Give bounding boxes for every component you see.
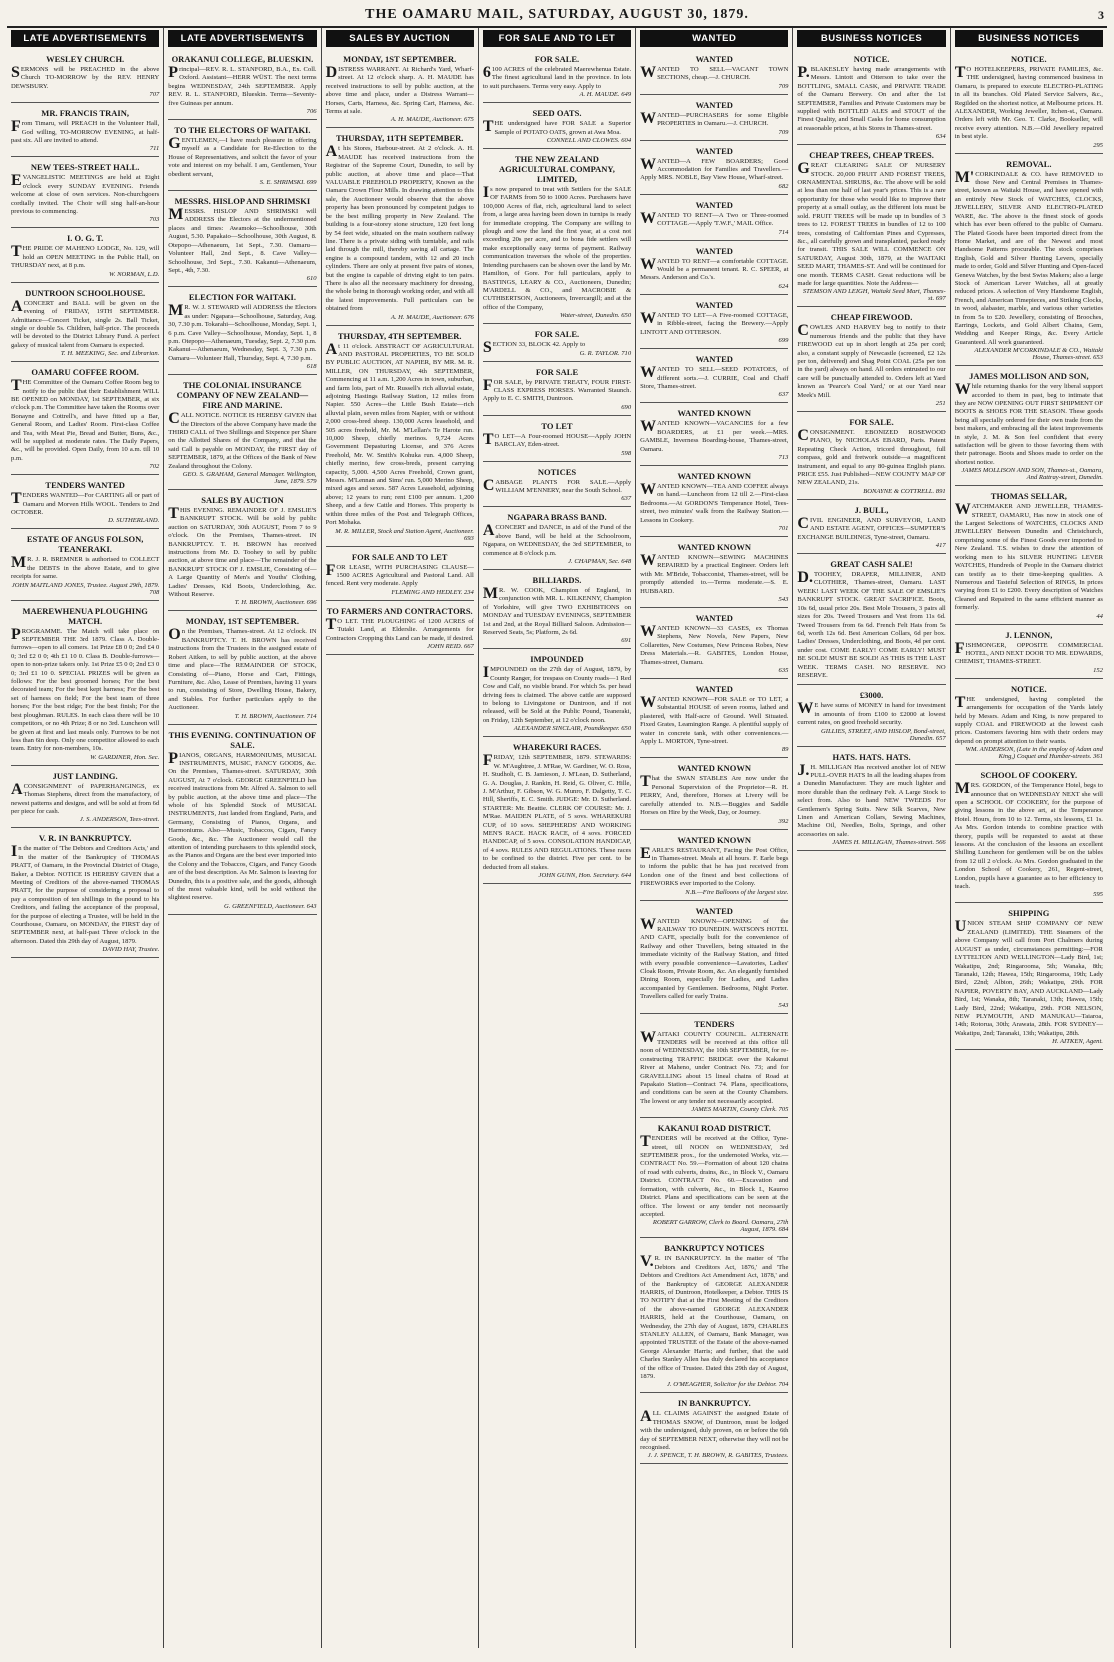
ad-body: 6100 ACRES of the celebrated Maerewhenua Estate. The finest agricultural land in the province. In lots to suit purchasers. Terms very easy. Apply to <box>482 64 632 90</box>
ad-body: THE PRIDE OF MAHENO LODGE, No. 129, will hold an OPEN MEETING in the Public Hall, on THURSDAY next, at 8 p.m. <box>11 243 160 270</box>
ad-body: WANTED KNOWN—FOR SALE or TO LET, a Substantial HOUSE of seven rooms, lathed and plastered, with Half-acre of Ground. Well Situated. Fixed Grates, Leamington Range. A plentiful supply of water in concrete tank, with other conveniences.—Apply L. MORTON, Tyne-street. <box>640 694 789 746</box>
ad-body: SECTION 33, BLOCK 42. Apply to <box>482 339 586 357</box>
ad-body: ALL CLAIMS AGAINST the assigned Estate of THOMAS SNOW, of Duntroon, must be lodged with the undersigned, duly proven, on or before the 6th day of SEPTEMBER NEXT, otherwise they will not be recognised. <box>640 1408 789 1452</box>
advertisement <box>483 509 631 570</box>
ad-signature: N.B.—Fire Balloons of the largest size. <box>685 888 789 896</box>
advertisement <box>640 760 788 829</box>
page-number: 3 <box>1098 8 1105 22</box>
ad-signature: H. AITKEN, Agent. <box>1052 1038 1103 1046</box>
ad-signature: 295 <box>1093 141 1103 149</box>
ad-heading: FOR SALE AND TO LET <box>351 551 448 562</box>
column-heading: BUSINESS NOTICES <box>797 30 945 47</box>
ad-body: CIVIL ENGINEER, AND SURVEYOR, LAND AND ESTATE AGENT, OFFICES—SUMPTER'S EXCHANGE BUILDINGS, Tyne-street, Oamaru. <box>797 514 946 541</box>
ad-heading: SALES BY AUCTION <box>201 495 284 505</box>
column-heading: FOR SALE AND TO LET <box>483 30 631 47</box>
ad-signature: 703 <box>149 216 160 224</box>
ad-body: MR. W. COOK, Champion of England, in conjunction with MR. L. KILKENNY, Champion of Yorkshire, will give TWO EXHIBITIONS on MONDAY and TUESDAY EVENINGS, SEPTEMBER 1st and 2nd, at the Royal Billiard Saloon. Admission—Reserved Seats, 5s; Platform, 2s 6d. <box>482 585 632 637</box>
advertisement <box>168 727 316 915</box>
advertisement <box>483 105 631 149</box>
ad-heading: FOR SALE. <box>534 329 580 340</box>
ad-body: Principal—REV. R. L. STANFORD, B.A., Ex. Coll. Oxford. Assistant—HERR WÜST. The next terms begins WEDNESDAY, 24th SEPTEMBER. Apply REV. R. L. STANFORD, Blueskin. Terms—Seventy-five Guineas per annum. <box>168 64 317 107</box>
ad-body: FISHMONGER, OPPOSITE COMMERCIAL HOTEL, AND NEXT DOOR TO MR. EDWARDS, CHEMIST, THAMES-STREET. <box>954 639 1103 666</box>
advertisement <box>11 105 159 157</box>
ad-signature: 691 <box>621 637 632 645</box>
ad-signature: JAMES MOLLISON AND SON, Thames-st., Oamaru, And Rattray-street, Dunedin. <box>961 467 1103 482</box>
ad-body: THE undersigned, having completed the arrangements for occupation of the Yards lately held by Messrs. Adam and King, is now prepared to supply COAL and FIREWOOD at the lowest cash prices. Customers favoring him with their orders may depend on prompt attention to their wants. <box>954 693 1103 745</box>
ad-heading: TO FARMERS AND CONTRACTORS. <box>326 605 473 616</box>
ad-signature: 44 <box>1096 612 1103 620</box>
ad-signature: T. H. BROWN, Auctioneer. 696 <box>234 599 317 607</box>
ad-signature: WM. ANDERSON, (Late in the employ of Adam and King,) Coquet and Humber-streets. 361 <box>965 746 1103 761</box>
advertisement <box>640 1240 788 1393</box>
ad-heading: THOMAS SELLAR, <box>990 491 1067 502</box>
ad-body: WANTED TO RENT—a comfortable COTTAGE. Would be a permanent tenant. R. C. SPEER, at Messrs. Anderson and Co.'s. <box>640 255 789 282</box>
advertisement <box>955 627 1103 679</box>
advertisement <box>168 51 316 120</box>
ad-signature: 709 <box>778 128 789 136</box>
ad-body: EVANGELISTIC MEETINGS are held at Eight o'clock every SUNDAY EVENING. Friends welcome at close of own services. Non-churchgoers cordially invited. The Choir will sing half-an-hour previous to commencing. <box>11 172 160 216</box>
advertisement <box>797 687 945 746</box>
advertisement <box>11 51 159 103</box>
advertisement <box>11 159 159 228</box>
ad-body: WATCHMAKER AND JEWELLER, THAMES-STREET, OAMARU, Has now in stock one of the Largest Selections of WATCHES, CLOCKS AND JEWELLERY Between Dunedin and Christchurch, comprising some of the Finest Goods ever imported to New Zealand. T.S. wishes to draw the attention of working men to his SILVER HUNTING LEVER WATCHES, Hundreds of People in the Oamaru district can testify as to their time-keeping qualities. A Numerous and Tasteful Selection of RINGS, In prices varying from £1 to £200. Every description of Watches Cleaned and Repaired in the same efficient manner as formerly. <box>954 501 1103 612</box>
ad-body: WANTED KNOWN—VACANCIES for a few BOARDERS, at £1 per week.—MRS. GAMBLE, Inverness Boarding-house, Thames-street, Oamaru. <box>640 418 789 453</box>
ad-heading: NEW TEES-STREET HALL. <box>30 162 140 173</box>
advertisement <box>640 539 788 608</box>
ad-body: THE undersigned have FOR SALE a Superior Sample of POTATO OATS, grown at Awa Moa. <box>482 118 632 136</box>
ad-heading: WANTED <box>695 99 733 110</box>
advertisement <box>955 368 1103 486</box>
ad-body: TENDERS WANTED—For CARTING all or part of Oamaru and Morven Hills WOOL. Tenders to 2nd OCTOBER. <box>11 490 160 516</box>
ad-heading: WANTED KNOWN <box>677 541 751 552</box>
ad-body: COWLES AND HARVEY beg to notify to their numerous friends and the public that they have FIREWOOD cut up in short length at 25s per cord; also, a constant supply of Newcastle (screened, £2 12s per ton, delivered) and Shag Point COAL (25s per ton in the yard) always on hand. All orders entrusted to our care will be punctually attended to. Orders left at Yard known as 'Pearce's Coal Yard,' or at our Yard near Meek's Mill. <box>797 322 946 399</box>
ad-heading: THURSDAY, 4TH SEPTEMBER. <box>337 330 462 341</box>
ad-heading: WANTED <box>695 354 733 365</box>
advertisement <box>640 297 788 349</box>
ad-signature: 89 <box>781 746 789 754</box>
advertisement <box>797 414 945 500</box>
ad-heading: WANTED <box>695 145 733 156</box>
advertisement <box>168 492 316 611</box>
ad-body: V.R. IN BANKRUPTCY. In the matter of 'The Debtors and Creditors Act, 1876,' and 'The Debtors and Creditors Act Amendment Act, 1878,' and of the Bankruptcy of GEORGE ALEXANDER HARRIS, of Duntroon, Hotelkeeper, a Debtor. THIS IS TO NOTIFY that at the First Meeting of the Creditors of the above-named GEORGE ALEXANDER HARRIS, held at the Courthouse, Oamaru, on Wednesday, the 27th day of August, 1879, CHARLES STANLEY ALLEN, of Oamaru, Bank Manager, was appointed TRUSTEE of the Estate of the above-named George Alexander Harris; and further, that the said Charles Stanley Allen has duly declared his acceptance of the office of Trustee. Dated this 29th day of August, 1879. <box>640 1253 789 1380</box>
ad-heading: JAMES MOLLISON AND SON, <box>969 371 1089 382</box>
column-heading: LATE ADVERTISEMENTS <box>11 30 159 47</box>
ad-heading: ELECTION FOR WAITAKI. <box>188 292 296 303</box>
ad-body: FOR SALE, by PRIVATE TREATY, FOUR FIRST-CLASS EXPRESS HORSES. Warranted Staunch. Apply to E. C. SMITH, Duntroon. <box>482 376 632 403</box>
ad-heading: ESTATE OF ANGUS FOLSON, TEANERAKI. <box>26 534 144 555</box>
ad-heading: THE COLONIAL INSURANCE COMPANY OF NEW ZEALAND—FIRE AND MARINE. <box>176 380 309 411</box>
advertisement <box>640 351 788 403</box>
advertisement <box>483 572 631 649</box>
ad-signature: 598 <box>621 449 632 457</box>
column-2 <box>164 28 321 1648</box>
advertisement <box>483 739 631 884</box>
ad-heading: THE NEW ZEALAND AGRICULTURAL COMPANY, LIMITED, <box>499 154 615 185</box>
ad-body: MR. W. J. STEWARD will ADDRESS the Electors as under: Ngapara—Schoolhouse, Saturday, Aug. 30, 7.30 p.m. Tokarahi—Schoolhouse, Monday, Sept. 1, 6 p.m. Cave Valley—Schoolhouse, Monday, Sept. 1, 8 p.m. Otepopo—Athenaeum, Tuesday, Sept. 2, 7.30 p.m. Kakanui—Athenaeum, Wednesday, Sept. 3, 7.30 p.m. Oamaru—Volunteer Hall, Thursday, Sept. 4, 7.30 p.m. <box>168 302 317 362</box>
advertisement <box>11 230 159 282</box>
ad-signature: J. J. SPENCE, T. H. BROWN, R. GABITES, Trustees. <box>647 1452 789 1460</box>
ad-signature: JAMES MARTIN, County Clerk. 705 <box>691 1106 789 1114</box>
ad-signature: 610 <box>306 275 317 283</box>
ad-body: CONSIGNMENT. EBONIZED ROSEWOOD PIANO, by NICHOLAS EBARD, Paris. Patent Repeating Check Action, tricord throughout, full compass, gold and fretwork outside—a magnificent instrument, and equal to any 80-guinea English piano. PRICE £55. Just Published—NEW COUNTY MAP OF NEW ZEALAND, 21s. <box>797 427 946 487</box>
ad-body: MRS. GORDON, of the Temperance Hotel, begs to announce that on WEDNESDAY NEXT she will open a SCHOOL OF COOKERY, for the purpose of giving lessons in the above art, at the Temperance Hotel. Hours, from 10 to 12. Terms, six lessons, £1 1s. As Mrs. Gordon intends to combine practice with theory, pupils will be requested to assist at these lessons. At the conclusion of the lessons an excellent Shilling Luncheon for gentlemen will be on the tables from 12 till 2 o'clock. As Mrs. Gordon graduated in the London School of Cookery, 261, Regent-street, London, pupils have a guarantee as to her efficiency to teach. <box>954 780 1103 891</box>
ad-heading: KAKANUI ROAD DISTRICT. <box>657 1123 771 1134</box>
ad-signature: JOHN REID. 667 <box>427 642 474 650</box>
advertisement <box>11 285 159 362</box>
advertisement <box>640 832 788 901</box>
advertisement <box>797 502 945 554</box>
ad-heading: MR. FRANCIS TRAIN, <box>41 108 129 119</box>
ad-heading: NOTICE. <box>1010 683 1047 694</box>
ad-signature: 706 <box>306 108 317 116</box>
ad-body: UNION STEAM SHIP COMPANY OF NEW ZEALAND (LIMITED). THE Steamers of the above Company will call from Port Chalmers during AUGUST as under, circumstances permitting:—FOR LYTTELTON AND WELLINGTON—Lady Bird, 1st; Wakatipu, 2nd; Ringarooma, 5th; Wanaka, 8th; Taranaki, 12th; Hawea, 15th; Ringarooma, 19th; Lady Bird, 22nd; Albion, 26th; Wakatipu, 29th. FOR NAPIER, POVERTY BAY, AND AUCKLAND—Lady Bird, 1st; Wanaka, 8th; Taranaki, 13th; Hawea, 15th; Lady Bird, 22nd; Wakatipu, 29th. FOR NELSON, NEW PLYMOUTH, AND MANUKAU—Taiaroa, 14th; Rotorua, 30th; Arawata, 28th. FOR SYDNEY—Wakatipu, 2nd; Taranaki, 13th; Wakatipu, 28th. <box>954 918 1103 1037</box>
ad-heading: THURSDAY, 11TH SEPTEMBER. <box>336 133 464 144</box>
ad-body: THE Committee of the Oamaru Coffee Room beg to notify to the public that their Establishment WILL BE OPENED on MONDAY, 1st SEPTEMBER, at six o'clock p.m. The Committee have taken the Rooms over Bonayne and Cottrell's, and have fitted up a Bar, General Room, and Ladies' Room. First-class Coffee and Tea, with Meat Pie, Bread and Butter, Buns, &c., will be supplied at moderate rates. The Daily Papers, &c., will be provided. Open Daily, from 10 a.m. till 10 p.m. <box>11 377 160 462</box>
ad-heading: TO LET <box>541 420 573 431</box>
advertisement <box>11 531 159 600</box>
ad-signature: D. SUTHERLAND. <box>108 517 160 525</box>
ad-heading: SEED OATS. <box>532 108 582 119</box>
ad-signature: 701 <box>778 524 789 532</box>
ad-signature: 699 <box>778 337 789 345</box>
ad-heading: WANTED <box>695 905 733 916</box>
ad-heading: CHEAP FIREWOOD. <box>830 312 913 323</box>
ad-body: PROGRAMME. The Match will take place on SEPTEMBER THE 3rd 1879. Class A. Double-furrows—open to all comers. 1st Prize £8 0 0; 2nd £4 0 0; 3rd £2 0 0; 4th £1 10 0. Class B. Double-furrows—open to non-prize takers only. 1st Prize £5 0 0; 2nd £3 0 0; 3rd £1 10 0. SPECIAL PRIZES will be given as follows: For the best groomed horses; For the best decorated team; For the best kept harness; For the best set of harness on field; For the best team of three horses; For the best ridge; For the best finish; For the best ploughman. RULES. In each class there will be 10 competitors, or no 4th Prize; 8 or no 3rd. Luncheon will be given at first and last meals only. Furrows to be not less than 6in deep. Only one competitor allowed to each team. Entry for non-members, 10s. <box>11 625 160 753</box>
ad-body: WAITAKI COUNTY COUNCIL. ALTERNATE TENDERS will be received at this office till noon of WEDNESDAY, the 10th SEPTEMBER, for re-constructing TRAFFIC BRIDGE over the Kakanui River at Maheno, under Contract No. 73; and for GRAVELLING about 15 lineal chains of Road at Papakaio Station—Contract 74. Plans, specifications, and conditions can be seen at the County Chambers. The lowest or any tender not necessarily accepted. <box>640 1028 789 1105</box>
advertisement <box>640 468 788 537</box>
ad-body: PIANOS, ORGANS, HARMONIUMS, MUSICAL INSTRUMENTS, MUSIC, FANCY GOODS, &c. On the Premises, Thames-street. SATURDAY, 30th AUGUST, At 7 o'clock. GEORGE GREENFIELD has received instructions from Mr. Alfred A. Salmon to sell by public auction, at the above time and place—The whole of his Splendid Stock of MUSICAL INSTRUMENTS, Just landed from England, Paris, and Germany, Consisting of Pianos, Organs, and Harmoniums. Also—Music, Tobaccos, Cigars, Fancy Goods, &c., &c. The Auctioneer would call the attention of intending purchasers to this splendid stock, as the Pianos and Organs are the best ever imported into the Colony and the Tobaccos, Cigars, and Fancy Goods are of the best description. As Mr. Salmon is leaving for Dunedin, this is a positive sale, and the goods, although of the most valuable kind, will be sold without the slightest reserve. <box>168 749 317 902</box>
ad-signature: 711 <box>149 145 160 153</box>
column-heading: BUSINESS NOTICES <box>955 30 1103 47</box>
advertisement <box>168 122 316 191</box>
ad-heading: NOTICE. <box>853 54 890 64</box>
ad-body: GREAT CLEARING SALE OF NURSERY STOCK. 20,000 FRUIT AND FOREST TREES, ORNAMENTAL SHRUBS, &c. The above will be sold at less than one half of last year's prices. This is a rare opportunity for those who would like to improve their property at a small outlay, as the different lots must be sold. FRUIT TREES will be made up in bundles of 3 trees to 12. FOREST TREES in bundles of 12 to 100 trees, consisting of Californian Pines and Cypresses, &c., all carefully grown and transplanted, packed ready for transit. THIS SALE WILL COMMENCE ON SATURDAY, August 30th, 1879, at the WAITAKI SEED MART, THAMES-ST. And will be continued for one month. TERMS CASH. Great reductions will be made for large quantities. Note the Address— <box>797 160 946 287</box>
advertisement <box>797 147 945 307</box>
advertisement <box>326 549 474 601</box>
ad-body: GENTLEMEN,—I have much pleasure in offering myself as a Candidate for Re-Election to the House of Representatives, and solicit the favor of your vote and interest on my behalf. I am, Gentlemen, Your obedient servant, <box>168 135 317 178</box>
advertisement <box>640 1120 788 1238</box>
ad-heading: REMOVAL. <box>1006 158 1052 169</box>
advertisement <box>955 488 1103 624</box>
advertisement <box>483 418 631 462</box>
advertisement <box>955 681 1103 765</box>
ad-body: THIS EVENING. REMAINDER OF J. EMSLIE'S BANKRUPT STOCK. Will be sold by public auction on SATURDAY, 30th AUGUST, From 7 to 9 o'clock. On the Premises, Thames-street. IN BANKRUPTCY. T. H. BROWN has received instructions from Mr. D. Toohey to sell by public auction, at above time and place—The remainder of the BANKRUPT STOCK OF J. EMSLIE, Consisting of—A Large Quantity of Men's and Youths' Clothing, Ladies' Dresses, Kid Boots, Underclothing, &c. Without Reserve. <box>168 505 317 599</box>
ad-heading: HATS. HATS. HATS. <box>832 751 911 762</box>
ad-body: TENDERS will be received at the Office, Tyne-street, till NOON on WEDNESDAY, 3rd SEPTEMBER prox., for the undernoted Works, viz.—CONTRACT No. 59.—Formation of about 120 chains of road with culverts, drains, &c., in Block V., Oamaru District. CONTRACT No. 60.—Excavation and formation, with culverts, &c., in Block I., Kauroo District. Plans and specifications can be seen at the office. The lowest or any tender not necessarily accepted. <box>640 1133 789 1218</box>
ad-body: WANTED KNOWN—OPENING of the RAILWAY TO DUNEDIN. WATSON'S HOTEL AND CAFE, specially built for the convenience of Railway and other Travellers, being situated in the immediate vicinity of the Railway Station, and fitted with every possible convenience—Lavatories, Ladies' Cloak Room, Private Room, &c. An elegantly furnished Dining Room, especially for Ladies, and Ladies accompanied by Gentlemen. Bedrooms, Night Porter. Travellers called for early Trains. <box>640 915 789 1001</box>
ad-heading: WANTED KNOWN <box>677 834 751 845</box>
advertisement <box>483 651 631 737</box>
ad-body: WANTED KNOWN—TEA AND COFFEE always on hand.—Luncheon from 12 till 2.—First-class Bedrooms.—At GORDON'S Temperance Hotel, Tees-street, two minutes' walk from the Railway Station.—Lessons in Cookery. <box>640 480 789 524</box>
ad-heading: IMPOUNDED <box>530 654 584 665</box>
ad-signature: JAMES H. MILLIGAN, Thames-street. 566 <box>832 839 946 847</box>
ad-signature: 634 <box>935 133 946 141</box>
ad-signature: GILLIES, STREET, AND HISLOP, Bond-street, Dunedin. 657 <box>821 727 946 742</box>
ad-signature: DAVID HAY, Trustee. <box>102 946 160 954</box>
ad-heading: GREAT CASH SALE! <box>830 559 913 570</box>
ad-body: At 11 o'clock. ABSTRACT OF AGRICULTURAL AND PASTORAL PROPERTIES, TO BE SOLD BY PUBLIC AUCTION, AT NAPIER, BY MR. M. R. MILLER, ON THURSDAY, 4th SEPTEMBER, Commencing at 11 a.m. 1,200 Acres in town, suburban, and farm lots, part of Mr. Russell's rich alluvial estate, adjoining Hastings Railway Station, 12 miles from Napier. 550 Acres—the Little Bush Estate—rich alluvial plain, seven miles from Napier, with or without 2,000 cross-bred sheep. 130,000 Acres leasehold, and 505 acres freehold, Mr. M. M'Lellan's Te Harote run. 10,000 Sheep, chiefly merinos. 9,724 Acres Government Depasturing License, and 376 Acres Freehold, Mr. W. Smith's Kohuka run. 4,000 Sheep, chiefly merino, few cross-breds, present carrying capacity, 5,000. 4,500 Acres Freehold, Crown grant, Messrs. M'Lennan and Sims' run. 5,000 Merino Sheep, mixed ages and sexes. 587 Acres Leasehold, adjoining above; 12 years to run; rent £100 per annum. 1,200 Sheep, and a few Cattle and Horses. This property is within three miles of the Post and Telegraph Offices, Port Mohaka. <box>325 340 474 527</box>
ad-signature: 417 <box>935 542 946 550</box>
ad-body: SERMONS will be PREACHED in the above Church TO-MORROW by the REV. HENRY DEWSBURY. <box>11 64 160 90</box>
masthead-title: THE OAMARU MAIL, SATURDAY, AUGUST 30, 1879. <box>365 7 749 22</box>
ad-body: ACONCERT and DANCE, in aid of the Fund of the above Band, will be held at the Schoolroom, Ngapara, on WEDNESDAY, the 3rd SEPTEMBER, to commence at 8 o'clock p.m. <box>482 522 632 557</box>
ad-signature: T. H. MEEKING, Sec. and Librarian. <box>60 350 160 358</box>
ad-body: CALL NOTICE. NOTICE IS HEREBY GIVEN that the Directors of the above Company have made the THIRD CALL of Two Shillings and Sixpence per Share on the Allotted Shares of the Company, and that the said Call is payable on MONDAY, the FIRST day of SEPTEMBER, 1879, at the Offices of the Bank of New Zealand throughout the Colony. <box>168 410 317 470</box>
ad-signature: W. GARDINER, Hon. Sec. <box>90 753 160 761</box>
advertisement <box>11 364 159 475</box>
ad-heading: WANTED <box>695 199 733 210</box>
ad-body: Is now prepared to treat with Settlers for the SALE OF FARMS from 50 to 1000 Acres. Purchasers have 100,000 Acres of flat, rich, agricultural land to select from, a large area having been down in turnips is ready for immediate cropping. The Company are willing to plough and sow the land the first year, at a cost not exceeding 20s per acre, and to bona fide settlers will make exceptionally easy terms of payment. Railway communication traverses the whole of the properties. Intending purchasers can be shown over the land by Mr. Hamilton, of Gore. For full particulars, apply to BASTINGS, LEARY & CO., Auctioneers, Dunedin; M'ARDELL & CO., and MACROBIE & CUTHBERTSON, Auctioneers, Invercargill; and at the office of the Company, <box>482 184 632 311</box>
ad-heading: FOR SALE. <box>534 54 580 64</box>
ad-heading: MONDAY, 1ST SEPTEMBER. <box>343 54 457 64</box>
ad-heading: DUNTROON SCHOOLHOUSE. <box>25 287 146 298</box>
ad-signature: 702 <box>149 463 160 471</box>
ad-heading: TENDERS <box>694 1018 735 1029</box>
advertisement <box>168 289 316 375</box>
ad-signature: CONNELL AND CLOWES. 604 <box>546 137 632 145</box>
ad-body: On the Premises, Thames-street. At 12 o'clock. IN BANKRUPTCY. T. H. BROWN has received instructions from the Trustees in the assigned estate of Robert Aitken, to sell by public auction, at the above time and place—The REMAINDER OF STOCK, Consisting of—Piano, Horse and Cart, Fittings, Furniture, &c. Also, Lease of Premises, having 11 years to run, consisting of Store, Dwelling House, Bakery, and Stables. For further particulars apply to the Auctioneer. <box>168 626 317 712</box>
advertisement <box>11 603 159 766</box>
ad-signature: T. H. BROWN, Auctioneer. 714 <box>234 712 317 720</box>
ad-heading: I. O. G. T. <box>66 233 104 244</box>
advertisement <box>483 326 631 361</box>
ad-signature: 595 <box>1093 891 1103 899</box>
ad-body: CABBAGE PLANTS FOR SALE.—Apply WILLIAM M'ENNERY, near the South School. <box>482 476 632 494</box>
advertisement <box>168 193 316 287</box>
ad-body: J.H. MILLIGAN Has received another lot of NEW PULL-OVER HATS In all the leading shapes from a Dunedin Manufacturer. They are much lighter and more durable than the ordinary Felt. A Large Stock to select from. Also to hand NEW TWEEDS For Gentlemen's Spring Suits. New Silk Scarves, New Linen and American Collars, Sewing Machines, Machine Oil, Needles, Bolts, Springs, and other accessories on sale. <box>797 761 946 838</box>
ad-heading: SHIPPING <box>1008 908 1050 919</box>
ad-body: WANTED—PURCHASERS for some Eligible PROPERTIES in Oamaru.—J. CHURCH. <box>640 109 789 128</box>
ad-signature: Water-street, Dunedin. 650 <box>559 312 632 320</box>
ad-heading: TENDERS WANTED <box>45 480 125 491</box>
ad-signature: J. S. ANDERSON, Tees-street. <box>79 816 160 824</box>
ad-body: WANTED TO SELL—VACANT TOWN SECTIONS, cheap.—J. CHURCH. <box>640 64 789 82</box>
advertisement <box>483 51 631 103</box>
ad-heading: CHEAP TREES, CHEAP TREES. <box>809 150 934 161</box>
ad-signature: W. NORMAN, L.D. <box>108 270 160 278</box>
column-heading: SALES BY AUCTION <box>326 30 474 47</box>
ad-signature: STEMSON AND LEIGH, Waitaki Seed Mart, Thames-st. 697 <box>802 288 946 303</box>
ad-heading: WESLEY CHURCH. <box>46 54 125 64</box>
advertisement <box>640 903 788 1014</box>
column-grid <box>7 28 1107 1648</box>
ad-signature: A. H. MAUDE, Auctioneer. 676 <box>390 313 474 321</box>
column-3 <box>322 28 479 1648</box>
ad-body: WANTED TO LET—A Five-roomed COTTAGE, in Ribble-street, facing the Brewery.—Apply LINTOTT AND OTTERSON. <box>640 309 789 336</box>
ad-signature: 637 <box>621 495 632 503</box>
ad-body: WANTED KNOWN—33 CASES, ex Thomas Stephens, New Novels, New Papers, New Collarettes, New Costumes, New Princess Robes, New Dress Materials.—R. GABITES, London House, Thames-street, Oamaru. <box>640 623 789 666</box>
ad-signature: A. H. MAUDE, Auctioneer. 675 <box>390 116 474 124</box>
advertisement <box>955 51 1103 154</box>
ad-signature: JOHN GUNN, Hon. Secretary. 644 <box>538 871 632 879</box>
ad-signature: A. H. MAUDE. 649 <box>579 91 632 99</box>
ad-body: TO HOTELKEEPERS, PRIVATE FAMILIES, &c. THE undersigned, having commenced business in Oamaru, is prepared to execute ELECTRO-PLATING in all its branches. Old Plated Service Salvers, &c., Regilded on the shortest notice, at Melbourne prices. H. ALEXANDER, Working Jeweller, Itchen-st., Oamaru. Orders left with Mr. Geo. T. Clarke, Bookseller, will receive every attention. N.B.—Old Jewellery repaired in best style. <box>954 64 1103 141</box>
ad-signature: 713 <box>778 453 789 461</box>
ad-body: In the matter of 'The Debtors and Creditors Acts,' and in the matter of the Bankruptcy of THOMAS PRATT, of Oamaru, in the Provincial District of Otago, Baker, a Debtor. NOTICE IS HEREBY GIVEN that a Meeting of Creditors of the above-named THOMAS PRATT, for the purpose of considering a proposal to pay a composition of ten shillings in the pound to his Creditors, and failing the acceptance of the proposal, for the purpose of electing a Trustee, will be held in the Courthouse, Oamaru, on MONDAY, the FIRST day of SEPTEMBER next, at half-past Three o'clock in the afternoon. Dated this 29th day of August, 1879. <box>11 843 160 945</box>
ad-signature: 543 <box>778 596 789 603</box>
advertisement <box>640 1395 788 1464</box>
ad-heading: WANTED KNOWN <box>677 763 751 774</box>
ad-body: WANTED TO SELL—SEED POTATOES, of different sorts.—J. CURRIE, Coal and Chaff Store, Thames-street. <box>640 364 789 390</box>
ad-heading: WANTED <box>695 613 733 623</box>
ad-heading: TO THE ELECTORS OF WAITAKI. <box>174 125 311 136</box>
newspaper-page <box>7 4 1107 1654</box>
ad-heading: MESSRS. HISLOP AND SHRIMSKI <box>174 196 311 207</box>
ad-heading: THIS EVENING. CONTINUATION OF SALE. <box>168 729 317 750</box>
ad-body: WE have sums of MONEY in hand for investment in amounts of from £100 to £2000 at lowest current rates, on good freehold security. <box>797 700 946 727</box>
ad-body: MR. J. R. BREMNER is authorised to COLLECT the DEBTS in the above Estate, and to give receipts for same. <box>11 554 160 581</box>
ad-heading: J. BULL, <box>854 504 889 515</box>
advertisement <box>640 143 788 195</box>
ad-heading: WANTED <box>695 54 733 64</box>
ad-heading: V. R. IN BANKRUPTCY. <box>38 833 132 844</box>
ad-signature: G. R. TAYLOR. 710 <box>579 349 632 357</box>
ad-signature: 618 <box>306 363 317 371</box>
ad-heading: £3000. <box>859 690 884 701</box>
column-7 <box>951 28 1107 1648</box>
advertisement <box>955 905 1103 1050</box>
column-4 <box>479 28 636 1648</box>
column-1 <box>7 28 164 1648</box>
ad-signature: ALEXANDER M'CORKINDALE & CO., Waitaki House, Thames-street. 653 <box>974 347 1103 362</box>
ad-heading: BILLIARDS. <box>532 575 582 585</box>
masthead <box>7 4 1107 28</box>
ad-heading: WANTED KNOWN <box>677 408 751 419</box>
ad-body: While returning thanks for the very liberal support accorded to them in past, beg to intimate that they are NOW OPENING OUT FIRST SHIPMENT OF BOOTS & SHOES FOR THE SEASON. These goods being all specially ordered for their own trade from the best makers, and embracing all the latest improvements in style, J. M. & Son feel confident that every satisfaction will be given to those favoring them with their patronage. Boots and Shoes made to order on the shortest notice. <box>954 381 1103 466</box>
advertisement <box>797 51 945 145</box>
ad-body: WANTED TO RENT—A Two or Three-roomed COTTAGE.—Apply 'T.W.F.,' MAIL Office. <box>640 209 789 228</box>
advertisement <box>11 768 159 829</box>
ad-signature: GEO. S. GRAHAM, General Manager. Wellington, June, 1879. 579 <box>182 471 317 485</box>
advertisement <box>483 364 631 416</box>
column-heading: WANTED <box>640 30 788 47</box>
ad-signature: BONAYNE & COTTRELL. 891 <box>863 487 946 495</box>
ad-body: From Timaru, will PREACH in the Volunteer Hall, God willing, TO-MORROW EVENING, at half-past six. All are invited to attend. <box>11 118 160 145</box>
advertisement <box>483 151 631 324</box>
ad-body: That the SWAN STABLES Are now under the Personal Supervision of the Proprietor—R. H. PERRY, And, therefore, Horses at Livery will be carefully attended to. N.B.—Buggies and Saddle Horses on Hire by the Week, Day, or Journey. <box>640 773 789 817</box>
ad-body: At his Stores, Harbour-street. At 2 o'clock. A. H. MAUDE has received instructions from the Registrar of the Supreme Court, Dunedin, to sell by public auction, at above time and place—That VALUABLE FREEHOLD PROPERTY, Known as the Oamaru Crown Flour Mills. In drawing attention to this sale, the Auctioneer would observe that the above property has been pronounced by competent judges to be the best milling property in New Zealand. The building is a four-storey stone structure, 120 feet long by 54 feet wide, situated on the main southern railway line. There is a private siding with turntable, and rails laid through the mill, thereby saving all cartage. The engine is a compound tandem, with 12 and 20 inch cylinders. There are only at present five pairs of stones, but the engine is capable of driving eight to ten pairs. There is also all the necessary machinery for dressing, the whole being in thorough working order, and with all the latest improvements. Full particulars can be obtained from <box>325 143 474 313</box>
ad-body: MESSRS. HISLOP AND SHRIMSKI will ADDRESS the Electors at the undermentioned places and times: Awamoko—Schoolhouse, 30th August, 5.30. Papakaio—Schoolhouse, 30th August, 8. Otepopo—Athenaeum, 1st Sept., 7.30. Oamaru—Volunteer Hall, 2nd Sept., 8. Cave Valley—Schoolhouse, 3rd Sept., 7.30. Kakanui—Athenaeum, Sept., 4th, 7.30. <box>168 206 317 274</box>
advertisement <box>640 243 788 295</box>
ad-signature: ROBERT GARROW, Clerk to Board. Oamaru, 27th August, 1879. 684 <box>652 1219 789 1234</box>
ad-body: ACONSIGNMENT of PAPERHANGINGS, ex Thomas Stephens, direct from the manufactory, of newest patterns and designs, and will be sold at from 6d per piece for cash. <box>11 780 160 815</box>
ad-body: D.TOOHEY, DRAPER, MILLINER, AND CLOTHIER, Thames-street, Oamaru. LAST WEEK! LAST WEEK OF THE SALE OF EMSLIE'S BANKRUPT STOCK. GREAT SACRIFICE. Boots, 10s 6d, usual price 20s. Best Mole Trousers, 3 pairs all sizes for 20s. Tweed Trousers and Vest from 11s 6d. Tweed Trousers from 6s 6d. French Felt Hats from 5s 6d, worth 12s 6d. Best American Collars, 6d per box. Ladies' Dresses, Underclothing, and Boots, 4d per cent. under cost. COME EARLY! COME EARLY! MUST BE SOLD! MUST BE SOLD! AS THIS IS THE LAST WEEK. TERMS CASH. NO RESERVE. NO RESERVE. <box>797 569 946 679</box>
ad-body: WANTED KNOWN—SEWING MACHINES REPAIRED by a practical Engineer. Orders left with Mr. M'Bride, Tobacconist, Thames-street, will be promptly attended to.—Terms moderate.—S. E. HUBBARD. <box>640 551 789 595</box>
advertisement <box>640 610 788 679</box>
advertisement <box>11 477 159 529</box>
advertisement <box>168 613 316 724</box>
ad-body: FOR LEASE, WITH PURCHASING CLAUSE—1500 ACRES Agricultural and Pastoral Land. All fenced. Rent very moderate. Apply <box>325 561 474 588</box>
column-5 <box>636 28 793 1648</box>
ad-heading: ORAKANUI COLLEGE, BLUESKIN. <box>171 54 314 64</box>
ad-body: DISTRESS WARRANT. At Richard's Yard, Wharf-street. At 12 o'clock sharp. A. H. MAUDE has received instructions to sell by public auction, at the above time and place, under a Distress Warrant—Horses, Carts, Harness, &c. Spring Cart, Harness, &c. Terms at sale. <box>325 64 474 116</box>
ad-signature: 392 <box>778 817 789 825</box>
ad-signature: 543 <box>778 1001 789 1009</box>
ad-heading: MONDAY, 1ST SEPTEMBER. <box>185 616 299 627</box>
ad-heading: NOTICES <box>537 466 577 477</box>
ad-heading: WANTED <box>695 245 733 256</box>
advertisement <box>640 51 788 95</box>
advertisement <box>483 464 631 508</box>
ad-signature: S. E. SHRIMSKI. 699 <box>259 179 317 187</box>
ad-heading: NOTICE. <box>1010 54 1047 64</box>
ad-body: TO LET—A Four-roomed HOUSE—Apply JOHN BARCLAY, Eden-street. <box>482 430 632 449</box>
ad-heading: WANTED <box>695 684 733 695</box>
column-6 <box>793 28 950 1648</box>
ad-signature: ALEXANDER SINCLAIR, Poundkeeper. 650 <box>513 725 632 733</box>
ad-signature: FLEMING AND HEDLEY. 234 <box>391 588 474 596</box>
ad-body: ACONCERT and BALL will be given on the evening of FRIDAY, 19TH SEPTEMBER. Admittance—Concert Ticket, single 2s. Ball Ticket, single or double 5s. Children, half-price. The proceeds will be devoted to the District Library Fund. A perfect galaxy of musical talent from Oamaru is expected. <box>11 297 160 349</box>
ad-signature: M. R. MILLER, Stock and Station Agent, Auctioneer. 693 <box>335 527 474 542</box>
ad-heading: IN BANKRUPTCY. <box>677 1398 751 1409</box>
ad-signature: 637 <box>778 391 789 399</box>
advertisement <box>797 556 945 685</box>
ad-signature: 635 <box>778 667 789 675</box>
advertisement <box>640 1016 788 1119</box>
ad-heading: WHAREKURI RACES. <box>512 742 602 753</box>
ad-heading: WANTED KNOWN <box>677 470 751 481</box>
ad-body: M'CORKINDALE & CO. have REMOVED to those New and Central Premises in Thames-street, known as Waitaki House, and have opened with an entirely New Stock of WATCHES, CLOCKS, JEWELLERY, SILVER AND ELECTRO-PLATED WARE, &c. The above is the finest stock of goods which has ever been offered to the public of Oamaru. The Plated Goods have been imported direct from the Home Market, and are of the Newest and most Handsome Patterns procurable. The stock comprises English, Gold and Silver Hunting Levers, specially made to order, Gold and Silver Hunting and Open-faced Geneva Watches, by the best Swiss Makers; also a large Stock of American Lever Watches, all at greatly reduced prices. A selection of Very Handsome English, French, and American Timepieces, and Striking Clocks, in wood, alabaster, marble, and various other varieties in from 5s to £20. Jewellery, consisting of Brooches, Earrings, Lockets, and Gold Albert Chains, Gem, Wedding and Keeper Rings, &c. Every Article Guaranteed. All work guaranteed. <box>954 168 1103 346</box>
ad-signature: 251 <box>935 400 946 407</box>
advertisement <box>797 749 945 852</box>
advertisement <box>640 197 788 241</box>
ad-body: P.BLAKESLEY having made arrangements with Messrs. Lintott and Otterson to take over the BOTTLING, SMALL CASK, and PRIVATE TRADE of the Oamaru Brewery. On and after the 1st SEPTEMBER, Families and Private Customers may be supplied with BOTTLED ALES and STOUT of the Finest Quality, and Small Casks for home consumption at reasonable prices, at his Stores in Thames-street. <box>797 64 946 132</box>
ad-heading: NGAPARA BRASS BAND. <box>507 512 607 523</box>
advertisement <box>797 309 945 412</box>
ad-signature: 714 <box>778 228 789 236</box>
advertisement <box>640 681 788 758</box>
ad-signature: 682 <box>778 182 789 190</box>
ad-heading: MAEREWHENUA PLOUGHING MATCH. <box>22 605 148 626</box>
advertisement <box>326 328 474 547</box>
ad-signature: 709 <box>778 82 789 90</box>
ad-signature: 690 <box>621 403 632 411</box>
ad-heading: J. LENNON, <box>1005 629 1053 640</box>
advertisement <box>326 603 474 655</box>
ad-signature: J. O'MEAGHER, Solicitor for the Debtor. 704 <box>667 1381 789 1389</box>
ad-heading: JUST LANDING. <box>52 770 118 781</box>
ad-signature: 152 <box>1093 666 1103 674</box>
ad-body: FRIDAY, 12th SEPTEMBER, 1879. STEWARDS: W. M'Aughtree, J. M'Rae, W. Gardiner, W. O. Ross, H. Studholt, C. B. Jamieson, J. M'Lean, D. Sutherland, G. A. Douglas, J. Rankin, H. Reid, G. Oliver, C. Hille, J. M'Arthur, F. Gibson, W. G. Munro, F. Dalgetty, T. C. Hill, Sheriffs, E. C. Smith. JUDGE: Mr. D. Sutherland. STARTER: Mr. Beattie. CLERK OF COURSE: Mr. J. M'Rae. MAIDEN PLATE, of 5 sovs. WHAREKURI CUP, of 10 sovs. SHEPHERDS' AND WORKING MEN'S RACE. HACK RACE, of 4 sovs. FORCED HANDICAP, of 5 sovs. CONSOLATION HANDICAP, of 4 sovs. RULES AND REGULATIONS. These races to be confined to the district. Five per cent. to be deducted from all stakes. <box>482 752 632 871</box>
ad-body: WANTED—A FEW BOARDERS; Good Accommodation for Families and Travellers.—Apply MRS. NOBLE, Bay View House, Wharf-street. <box>640 155 789 182</box>
advertisement <box>955 767 1103 903</box>
ad-heading: BANKRUPTCY NOTICES <box>664 1243 765 1254</box>
ad-heading: OAMARU COFFEE ROOM. <box>31 367 139 378</box>
ad-signature: 707 <box>149 91 160 99</box>
ad-heading: FOR SALE. <box>849 417 894 427</box>
ad-signature: G. GREENFIELD, Auctioneer. 643 <box>224 902 317 910</box>
column-heading: LATE ADVERTISEMENTS <box>168 30 316 47</box>
advertisement <box>955 156 1103 367</box>
ad-body: TO LET. THE PLOUGHING of 1200 ACRES of Tutaki Land, at Elderslie. Arrangements for Contractors Cropping this Land can be made, if desired. <box>325 615 474 642</box>
advertisement <box>11 830 159 958</box>
advertisement <box>168 377 316 490</box>
advertisement <box>640 97 788 141</box>
ad-body: EARLE'S RESTAURANT, Facing the Post Office, in Thames-street. Meals at all hours. F. Earle begs to inform the public that he has just received from London one of the finest and best collections of FIREWORKS ever imported to the Colony. <box>640 844 789 888</box>
advertisement <box>326 51 474 128</box>
ad-heading: WANTED <box>695 299 733 310</box>
ad-heading: SCHOOL OF COOKERY. <box>980 770 1078 781</box>
ad-signature: JOHN MAITLAND JONES, Trustee. August 29th, 1879. 708 <box>11 581 160 596</box>
advertisement <box>326 130 474 325</box>
advertisement <box>640 405 788 466</box>
ad-heading: FOR SALE <box>535 366 579 377</box>
ad-signature: 624 <box>778 282 789 290</box>
ad-body: IMPOUNDED on the 27th day of August, 1879, by County Ranger, for trespass on County roads—1 Red Cow and Calf, no visible brand. For which 5s. per head driving fees is claimed. The above cattle are supposed to belong to Livingstone or Duntroon, and if not released, will be Sold at the Public Pound, Teaneraki, on Friday, 12th September, at 12 o'clock noon. <box>482 664 632 724</box>
ad-signature: J. CHAPMAN, Sec. 648 <box>568 558 632 565</box>
